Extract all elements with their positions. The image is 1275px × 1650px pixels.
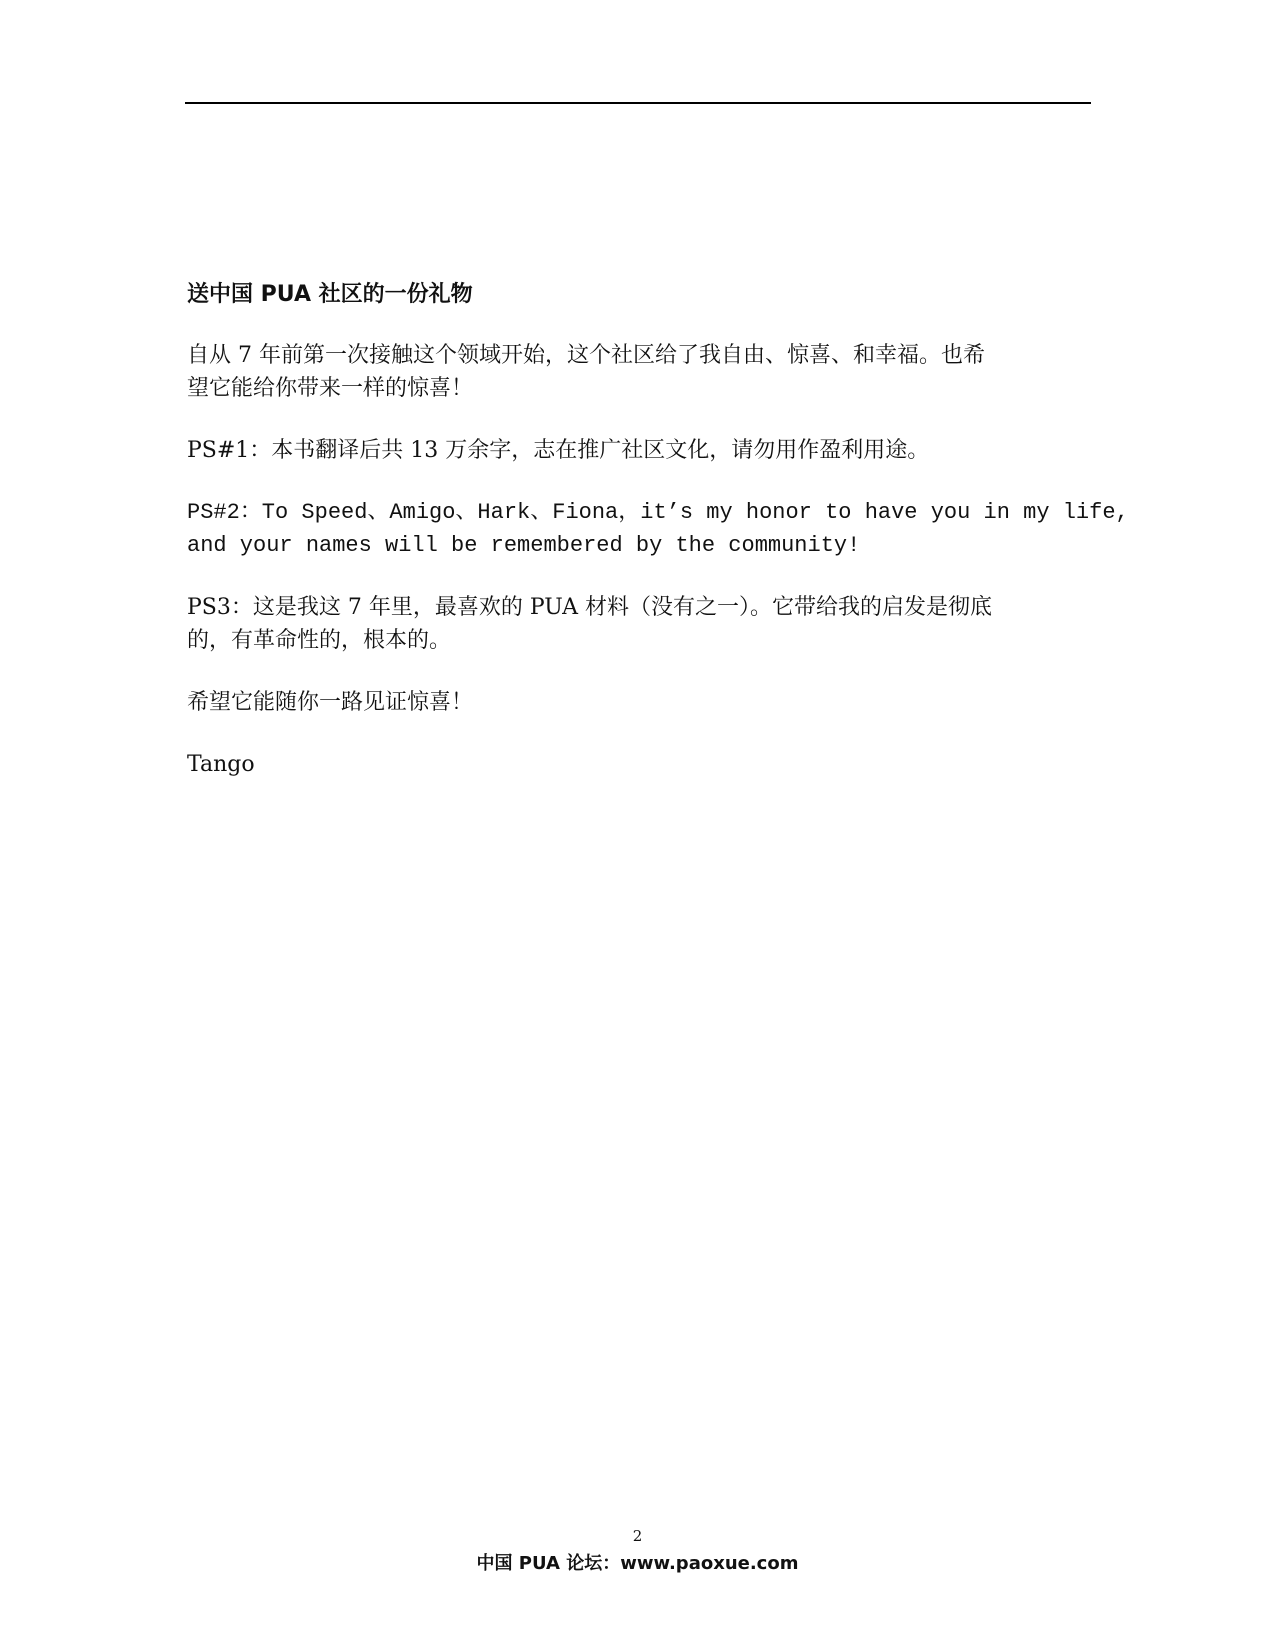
page-number: 2 bbox=[632, 1527, 643, 1545]
paragraph-line: PS3：这是我这 7 年里，最喜欢的 PUA 材料（没有之一）。它带给我的启发是彻底 bbox=[187, 595, 993, 620]
paragraph-ps2 bbox=[187, 496, 1129, 562]
footer-site: 中国 PUA 论坛：www.paoxue.com bbox=[476, 1553, 799, 1574]
signature bbox=[187, 748, 1107, 781]
header-rule bbox=[185, 102, 1091, 104]
paragraph-line: 希望它能随你一路见证惊喜！ bbox=[187, 690, 474, 715]
document-title: 送中国 PUA 社区的一份礼物 bbox=[187, 282, 473, 307]
paragraph-ps1 bbox=[187, 434, 1107, 467]
paragraph-line: 自从 7 年前第一次接触这个领域开始，这个社区给了我自由、惊喜、和幸福。也希 bbox=[187, 343, 985, 368]
paragraph-line: PS#1：本书翻译后共 13 万余字，志在推广社区文化，请勿用作盈利用途。 bbox=[187, 438, 930, 463]
paragraph-line: 望它能给你带来一样的惊喜！ bbox=[187, 376, 474, 401]
paragraph-line: PS#2：To Speed、Amigo、Hark、Fiona，it’s my honor to have you in my life, bbox=[187, 500, 1129, 525]
paragraph-line: and your names will be remembered by the community! bbox=[187, 533, 861, 558]
paragraph-closing bbox=[187, 686, 1107, 719]
paragraph-intro bbox=[187, 339, 1107, 405]
paragraph-ps3 bbox=[187, 591, 1107, 657]
paragraph-line: 的，有革命性的，根本的。 bbox=[187, 628, 452, 653]
document-body bbox=[187, 278, 1129, 810]
signature-text: Tango bbox=[187, 752, 255, 777]
